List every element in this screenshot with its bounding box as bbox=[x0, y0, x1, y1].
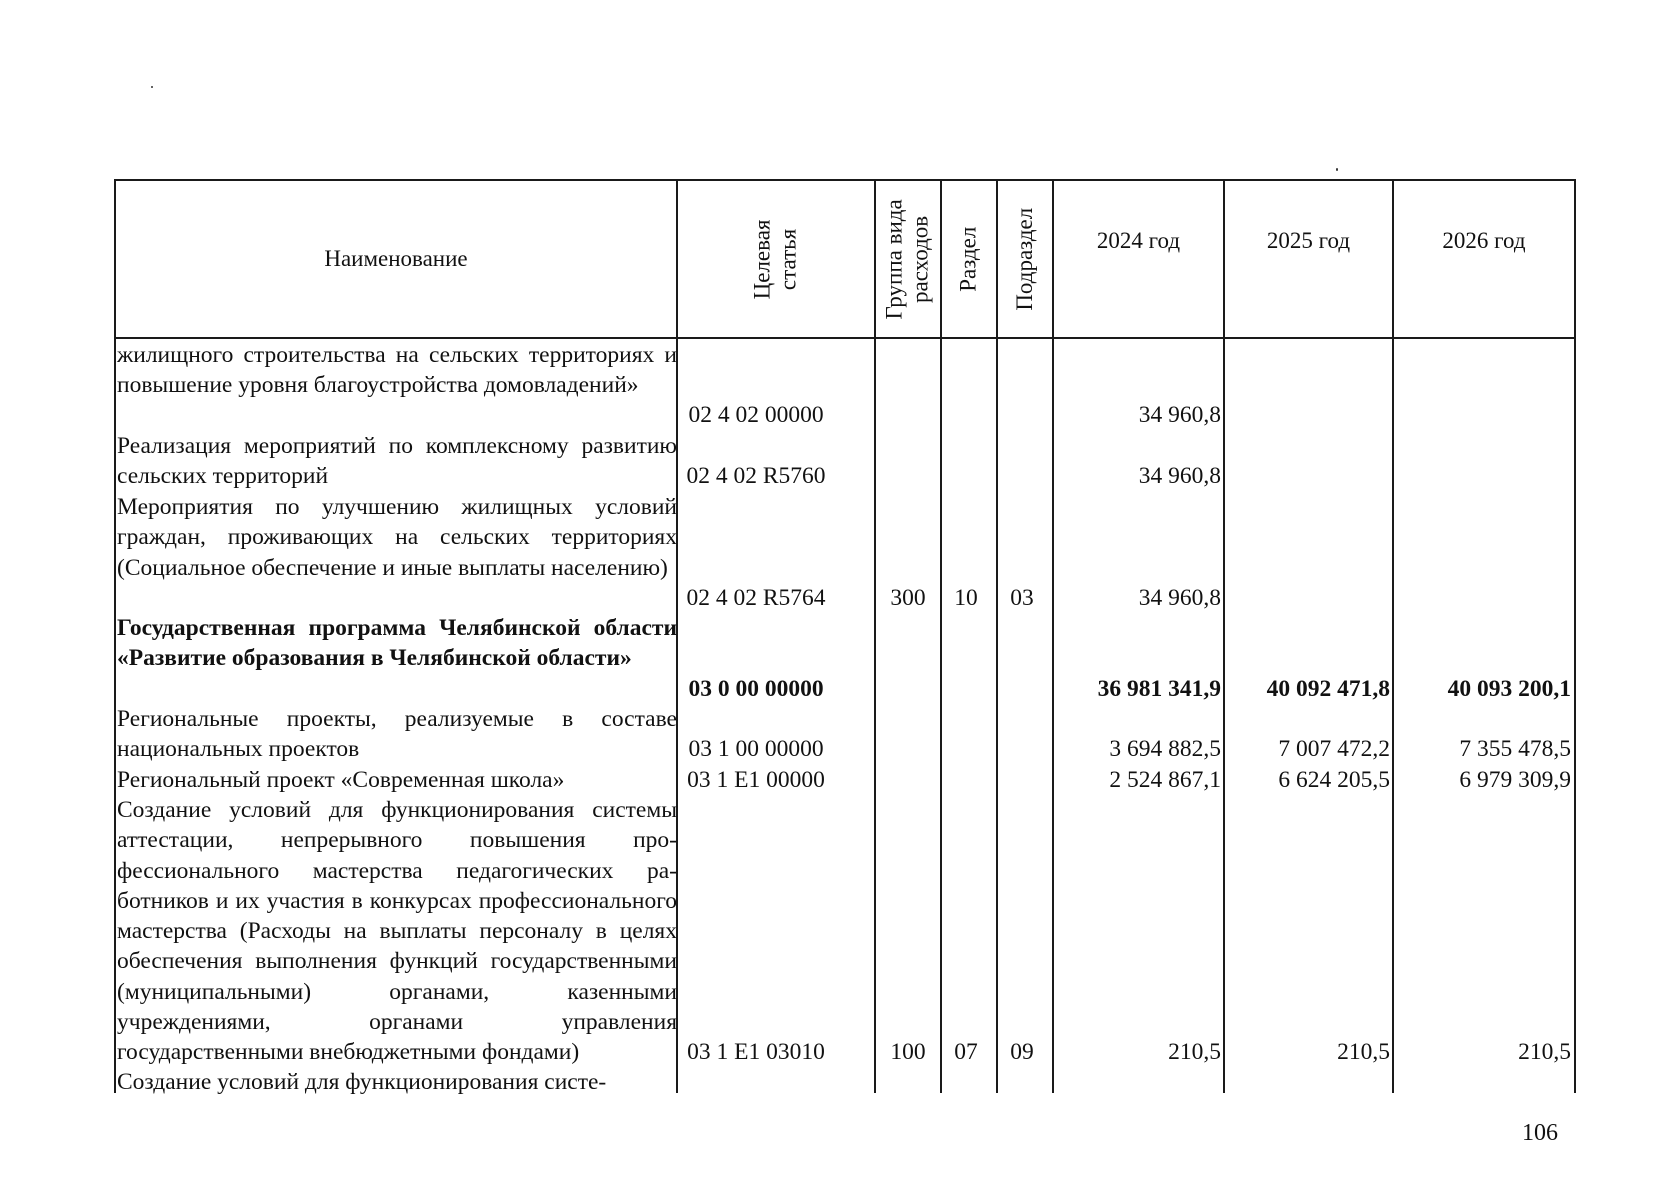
row-name: Государственная программа Челябинской области «Развитие образования в Челябинской области» bbox=[117, 615, 677, 672]
row-section: 07 bbox=[954, 1039, 978, 1065]
row-2025: 40 092 471,8 bbox=[1266, 676, 1390, 702]
row-2025: 6 624 205,5 bbox=[1278, 767, 1390, 793]
row-code: 03 1 E1 00000 bbox=[687, 767, 825, 793]
row-2025: 210,5 bbox=[1337, 1039, 1390, 1065]
row-code: 02 4 02 00000 bbox=[688, 402, 824, 428]
table-row bbox=[114, 1067, 1576, 1097]
scan-speck bbox=[151, 86, 153, 88]
header-2025 bbox=[1225, 181, 1392, 301]
header-name-text: Наименование bbox=[324, 245, 468, 271]
row-name: Мероприятия по улучшению жилищных условий граждан, проживающих на сельских территориях (Социальное обеспечение и иные выплаты населению) bbox=[117, 494, 677, 581]
header-bottom-border bbox=[114, 337, 1576, 339]
header-2024 bbox=[1054, 181, 1223, 301]
row-2024: 34 960,8 bbox=[1138, 402, 1221, 428]
row-code: 03 0 00 00000 bbox=[688, 676, 824, 702]
table-row bbox=[114, 704, 1576, 765]
row-code: 02 4 02 R5760 bbox=[686, 463, 826, 489]
row-code: 03 1 00 00000 bbox=[688, 736, 824, 762]
header-2026 bbox=[1394, 181, 1574, 301]
header-section bbox=[942, 181, 996, 337]
row-subsection: 03 bbox=[1010, 585, 1034, 611]
header-subsection bbox=[998, 181, 1052, 337]
table-row bbox=[114, 613, 1576, 704]
header-name bbox=[116, 181, 676, 337]
header-group-line2: расходов bbox=[908, 215, 934, 303]
row-2024: 2 524 867,1 bbox=[1109, 767, 1221, 793]
header-code-line1: Целевая bbox=[749, 219, 775, 299]
header-group bbox=[876, 181, 940, 337]
header-2025-text: 2025 год bbox=[1266, 227, 1351, 253]
row-group: 300 bbox=[890, 585, 926, 611]
row-group: 100 bbox=[890, 1039, 926, 1065]
row-section: 10 bbox=[954, 585, 978, 611]
row-code: 03 1 E1 03010 bbox=[687, 1039, 825, 1065]
row-2026: 210,5 bbox=[1518, 1039, 1571, 1065]
row-name: Создание условий для функционирования систе- bbox=[117, 1069, 607, 1095]
header-subsection-text: Подраздел bbox=[1011, 207, 1037, 311]
header-2026-text: 2026 год bbox=[1442, 227, 1526, 253]
row-2024: 3 694 882,5 bbox=[1109, 736, 1221, 762]
row-name: Создание условий для функционирования системы аттестации, непрерывного повышения профессионального мастерства педагогических работников и их участия в конкурсах профессионального мастерства (Расходы на выплаты персоналу в целях обеспечения выполнения функций государственными (муниципальными) органами, казенными учреждениями, органами управления государственными внебюджетными фондами) bbox=[117, 797, 677, 1066]
scan-speck bbox=[1336, 168, 1338, 171]
row-2024: 34 960,8 bbox=[1138, 585, 1221, 611]
row-2026: 40 093 200,1 bbox=[1447, 676, 1571, 702]
row-2024: 36 981 341,9 bbox=[1097, 676, 1221, 702]
row-2026: 6 979 309,9 bbox=[1459, 767, 1571, 793]
header-2024-text: 2024 год bbox=[1096, 227, 1181, 253]
row-2024: 210,5 bbox=[1168, 1039, 1221, 1065]
row-2024: 34 960,8 bbox=[1138, 463, 1221, 489]
row-name: Реализация мероприятий по комплексному развитию сельских территорий bbox=[117, 433, 677, 490]
table-row bbox=[114, 492, 1576, 613]
header-group-line1: Группа вида bbox=[881, 198, 907, 320]
page-number: 106 bbox=[1522, 1120, 1558, 1146]
budget-table bbox=[114, 179, 1576, 1093]
table-row bbox=[114, 765, 1576, 795]
row-code: 02 4 02 R5764 bbox=[686, 585, 826, 611]
header-code-line2: статья bbox=[775, 228, 801, 290]
row-2026: 7 355 478,5 bbox=[1459, 736, 1571, 762]
table-row bbox=[114, 340, 1576, 432]
table-row bbox=[114, 795, 1576, 1068]
row-2025: 7 007 472,2 bbox=[1278, 736, 1390, 762]
row-name: Региональные проекты, реализуемые в составе национальных проектов bbox=[117, 706, 677, 763]
header-code bbox=[678, 181, 874, 337]
table-row bbox=[114, 431, 1576, 492]
row-name: жилищного строительства на сельских территориях и повышение уровня благоустройства домовладений» bbox=[117, 342, 677, 399]
row-name: Региональный проект «Современная школа» bbox=[117, 767, 565, 793]
row-subsection: 09 bbox=[1010, 1039, 1034, 1065]
header-section-text: Раздел bbox=[955, 226, 981, 292]
